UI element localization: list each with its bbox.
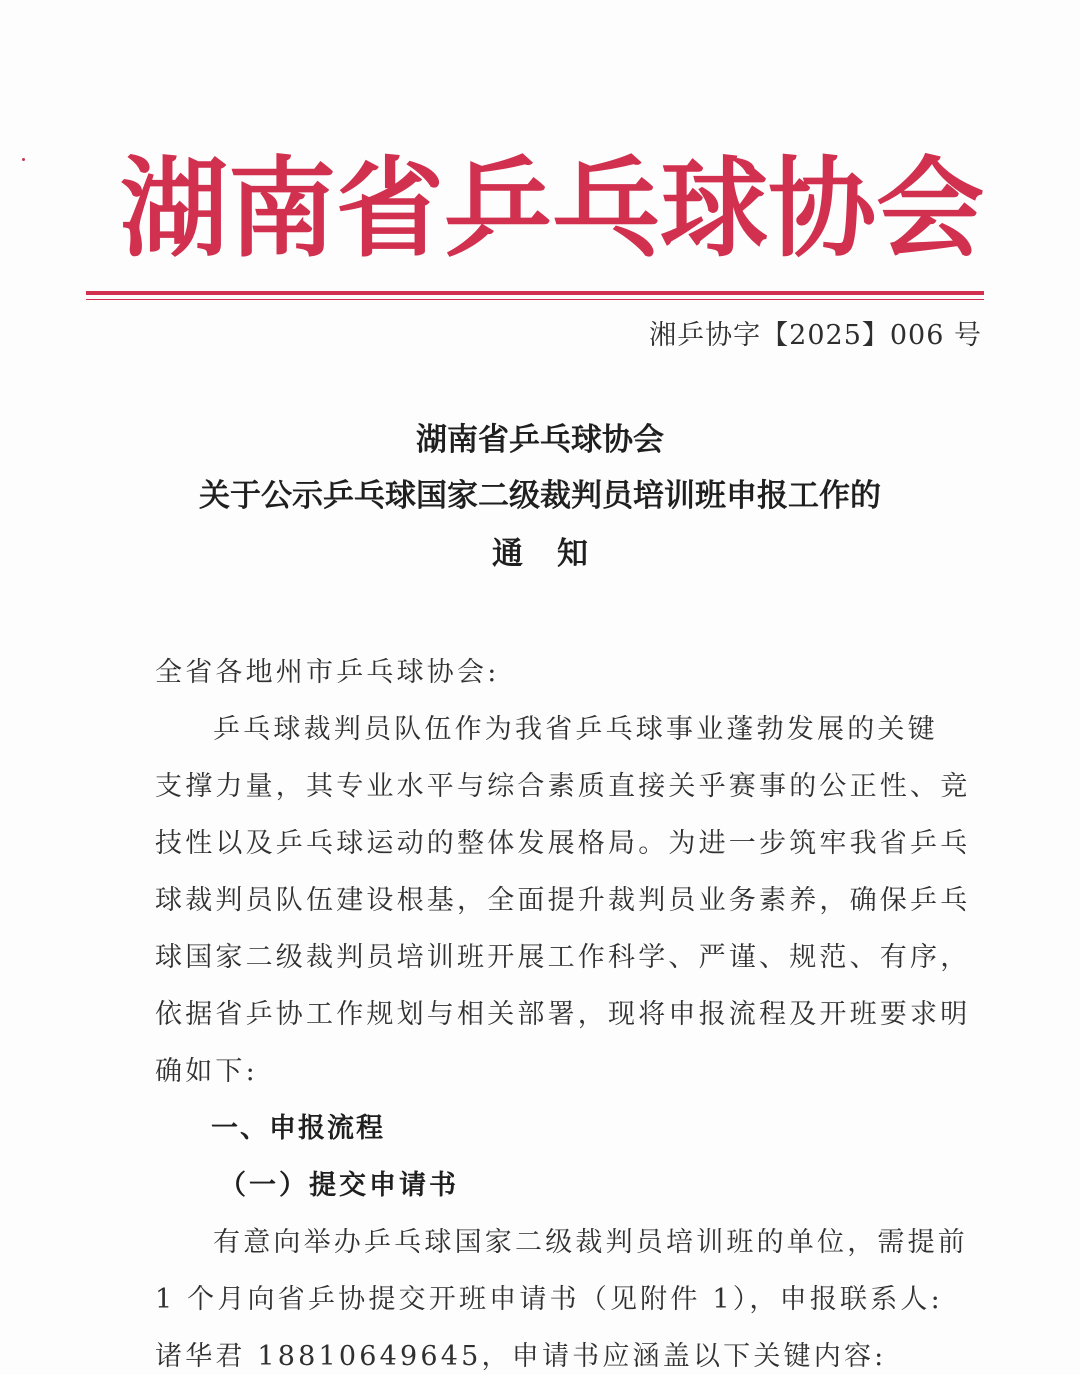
letterhead-divider-thick [86,291,984,295]
letterhead-char: 乓 [552,147,661,272]
letterhead-divider-thin [86,299,984,300]
title-line-subject: 关于公示乒乓球国家二级裁判员培训班申报工作的 [199,478,881,514]
paragraph-line: 依据省乒协工作规划与相关部署，现将申报流程及开班要求明 [155,999,971,1030]
paragraph-line: 球国家二级裁判员培训班开展工作科学、严谨、规范、有序， [155,942,971,973]
paragraph-line: 技性以及乒乓球运动的整体发展格局。为进一步筑牢我省乒乓 [155,828,971,859]
document-body [155,644,971,1385]
title-line-organization: 湖南省乒乓球协会 [416,422,664,458]
letterhead-char: 球 [660,147,769,272]
paragraph-line: 有意向举办乒乓球国家二级裁判员培训班的单位，需提前 [213,1227,968,1258]
letterhead-char: 省 [336,147,445,272]
section-heading: 一、申报流程 [211,1113,385,1144]
subsection-heading: （一）提交申请书 [219,1170,459,1201]
letterhead-char: 协 [768,147,877,272]
paragraph-line: 确如下: [155,1056,258,1087]
letterhead-char: 南 [228,147,337,272]
paragraph-line: 1 个月向省乒协提交开班申请书（见附件 1），申报联系人: [155,1284,943,1315]
letterhead-char: 乒 [444,147,553,272]
paragraph-line: 球裁判员队伍建设根基，全面提升裁判员业务素养，确保乒乓 [155,885,971,916]
scan-speck [22,158,25,161]
title-line-notice: 通知 [492,536,622,572]
document-number: 湘乒协字【2025】006 号 [649,320,982,351]
letterhead-char: 会 [876,147,985,272]
letterhead-title [120,140,985,280]
salutation: 全省各地州市乒乓球协会: [155,657,500,688]
paragraph-line: 诸华君 18810649645，申请书应涵盖以下关键内容: [155,1341,887,1372]
letterhead-char: 湖 [120,147,229,272]
paragraph-line: 支撑力量，其专业水平与综合素质直接关乎赛事的公正性、竞 [155,771,971,802]
paragraph-line: 乒乓球裁判员队伍作为我省乒乓球事业蓬勃发展的关键 [213,714,938,745]
